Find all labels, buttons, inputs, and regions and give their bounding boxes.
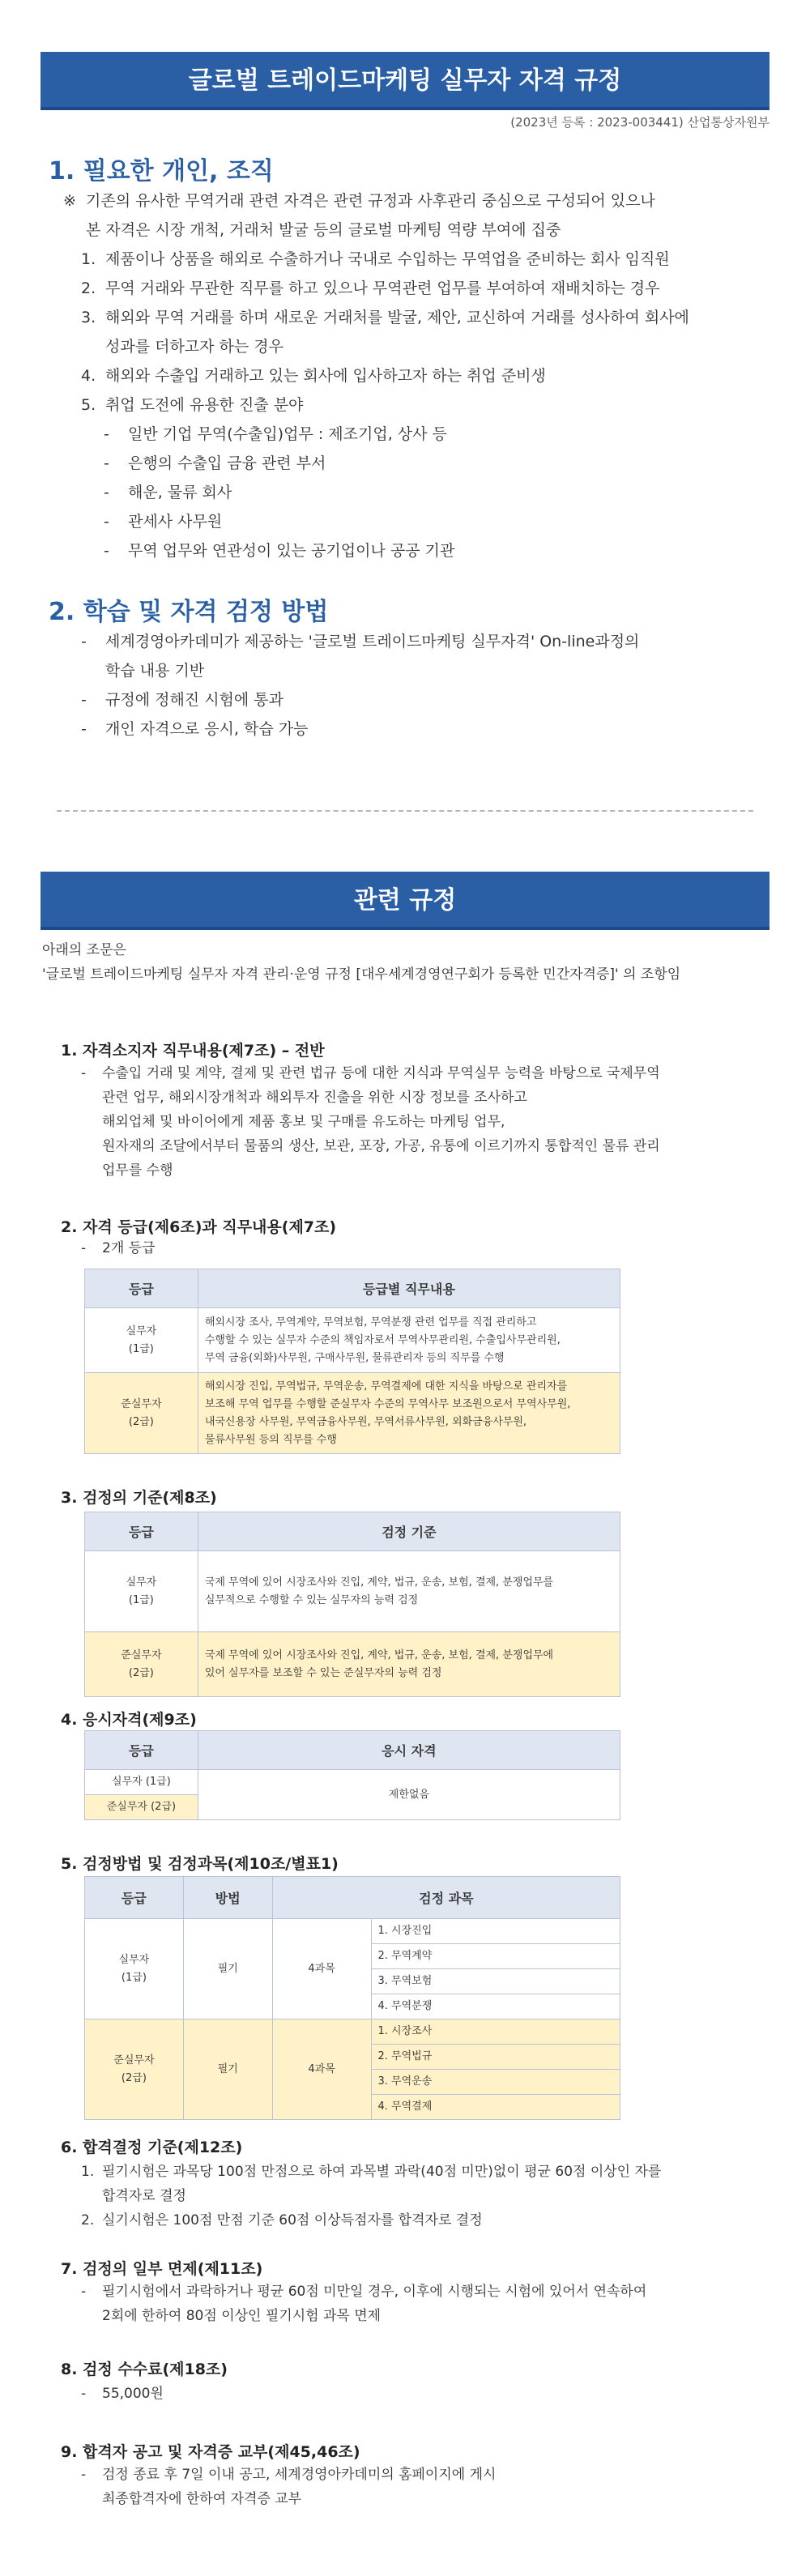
table-row [85, 2019, 620, 2045]
career-field-list [104, 420, 768, 565]
intro-line-2: 본 자격은 시장 개척, 거래처 발굴 등의 글로벌 마케팅 역량 부여에 집중 [86, 221, 561, 239]
table-header: 응시 자격 [198, 1731, 620, 1770]
list-item [81, 361, 778, 390]
article9-title: 9. 합격자 공고 및 자격증 교부(제45,46조) [61, 2443, 360, 2461]
article4-title: 4. 응시자격(제9조) [61, 1711, 197, 1729]
grade-cell: 준실무자 (2급) [85, 1632, 198, 1697]
list-item: 2. 실기시험은 100점 만점 기준 60점 이상득점자를 합격자로 결정 [81, 2212, 483, 2228]
list-item [81, 390, 778, 420]
subject-cell: 1. 시장진입 [371, 1919, 620, 1944]
subject-cell: 1. 시장조사 [371, 2019, 620, 2045]
list-item: - 세계경영아카데미가 제공하는 '글로벌 트레이드마케팅 실무자격' On-line과정의 학습 내용 기반 [81, 633, 640, 680]
article1-title: 1. 자격소지자 직무내용(제7조) – 전반 [61, 1042, 325, 1060]
table-row [85, 1632, 620, 1697]
article1-body: - 수출입 거래 및 계약, 결제 및 관련 법규 등에 대한 지식과 무역실무 능력을 바탕으로 국제무역 관련 업무, 해외시장개척과 해외투자 진출을 위한 시장 정보를 조사하고 해외업체 및 바이어에게 제품 홍보 및 구매를 유도하는 마케팅 업무, 원자재의 조달에서부터 물품의 생산, 보관, 포장, 가공, 유통에 이르기까지 통합적인 물류 관리 업무를 수행 [81, 1065, 660, 1179]
subject-cell: 4. 무역분쟁 [371, 1994, 620, 2019]
article2-title: 2. 자격 등급(제6조)과 직무내용(제7조) [61, 1218, 337, 1236]
grade-duty-table [84, 1269, 620, 1454]
section2-list [81, 627, 778, 744]
method-cell: 필기 [183, 2019, 272, 2120]
section1-list [81, 245, 778, 420]
related-intro: 아래의 조문은 '글로벌 트레이드마케팅 실무자 자격 관리·운영 규정 [대우세계경영연구회가 등록한 민간자격증]' 의 조항임 [42, 942, 681, 983]
item-number: 2. [81, 279, 96, 297]
article7-body: - 필기시험에서 과락하거나 평균 60점 미만일 경우, 이후에 시행되는 시험에 있어서 연속하여 2회에 한하여 80점 이상인 필기시험 과목 면제 [81, 2284, 647, 2324]
article7-title: 7. 검정의 일부 면제(제11조) [61, 2260, 263, 2278]
list-item: - 해운, 물류 회사 [104, 484, 232, 501]
eligibility-table [84, 1730, 620, 1820]
list-item [81, 303, 778, 361]
fee-value: 55,000원 [102, 2386, 164, 2402]
table-row [85, 1308, 620, 1373]
grade-cell: 실무자 (1급) [85, 1308, 198, 1373]
list-item: - 개인 자격으로 응시, 학습 가능 [81, 720, 309, 738]
item-number: 1. [81, 250, 96, 268]
grade-cell: 실무자 (1급) [85, 1919, 184, 2019]
criteria-cell: 국제 무역에 있어 시장조사와 진입, 계약, 법규, 운송, 보험, 결제, 분쟁업무를 실무적으로 수행할 수 있는 실무자의 능력 검정 [198, 1551, 620, 1632]
item-text: 취업 도전에 유용한 진출 분야 [105, 396, 304, 414]
subject-cell: 3. 무역운송 [371, 2070, 620, 2095]
section1-title: 1. 필요한 개인, 조직 [49, 157, 274, 186]
list-item: - 은행의 수출입 금융 관련 부서 [104, 454, 326, 472]
item-text: 제품이나 상품을 해외로 수출하거나 국내로 수입하는 무역업을 준비하는 회사 임직원 [105, 250, 670, 268]
criteria-cell: 국제 무역에 있어 시장조사와 진입, 계약, 법규, 운송, 보험, 결제, 분쟁업무에 있어 실무자를 보조할 수 있는 준실무자의 능력 검정 [198, 1632, 620, 1697]
table-header: 등급 [85, 1877, 184, 1919]
item-number: 4. [81, 367, 96, 385]
grade-cell: 준실무자 (2급) [85, 2019, 184, 2120]
list-item: - 관세사 사무원 [104, 513, 223, 531]
table-header: 등급별 직무내용 [198, 1269, 620, 1308]
registration-note: (2023년 등록 : 2023-003441) 산업통상자원부 [510, 115, 770, 130]
article8-title: 8. 검정 수수료(제18조) [61, 2361, 228, 2378]
item-number: 5. [81, 396, 96, 414]
list-item [81, 245, 778, 274]
grade-cell: 실무자 (1급) [85, 1770, 198, 1795]
grade-cell: 실무자 (1급) [85, 1551, 198, 1632]
duty-cell: 해외시장 진입, 무역법규, 무역운송, 무역결제에 대한 지식을 바탕으로 관리자를 보조해 무역 업무를 수행할 준실무자 수준의 무역사무 보조원으로서 무역사무원, 내국신용장 사무원, 무역금융사무원, 무역서류사무원, 외화금융사무원, 물류사무원 등의 직무를 수행 [198, 1373, 620, 1454]
article5-title: 5. 검정방법 및 검정과목(제10조/별표1) [61, 1855, 339, 1873]
item-text: 성과를 더하고자 하는 경우 [105, 338, 284, 356]
subject-cell: 2. 무역계약 [371, 1944, 620, 1969]
list-item [81, 274, 778, 303]
table-row [85, 1919, 620, 1944]
item-text: 무역 거래와 무관한 직무를 하고 있으나 무역관련 업무를 부여하여 재배치하는 경우 [105, 279, 660, 297]
table-header: 등급 [85, 1269, 198, 1308]
qualification-cell: 제한없음 [198, 1770, 620, 1820]
table-header: 검정 과목 [272, 1877, 620, 1919]
grade-cell: 준실무자 (2급) [85, 1373, 198, 1454]
list-item: 1. 필기시험은 과목당 100점 만점으로 하여 과목별 과락(40점 미만)없이 평균 60점 이상인 자를 합격자로 결정 [81, 2164, 662, 2204]
article6-title: 6. 합격결정 기준(제12조) [61, 2139, 243, 2156]
item-text: 해외와 무역 거래를 하며 새로운 거래처를 발굴, 제안, 교신하여 거래를 성사하여 회사에 [105, 309, 689, 326]
article6-body [81, 2160, 745, 2233]
duty-cell: 해외시장 조사, 무역계약, 무역보험, 무역분쟁 관련 업무를 직접 관리하고 수행할 수 있는 실무자 수준의 책임자로서 무역사무관리원, 수출입사무관리원, 무역 금융(외화)사무원, 구매사무원, 물류관리자 등의 직무를 수행 [198, 1308, 620, 1373]
related-banner: 관련 규정 [40, 872, 770, 930]
article3-title: 3. 검정의 기준(제8조) [61, 1489, 217, 1507]
dashed-divider [57, 810, 753, 812]
intro-line-1: 기존의 유사한 무역거래 관련 자격은 관련 규정과 사후관리 중심으로 구성되어 있으나 [86, 192, 655, 210]
section1-intro [63, 186, 776, 245]
item-number: 3. [81, 309, 96, 326]
list-item: - 무역 업무와 연관성이 있는 공기업이나 공공 기관 [104, 542, 455, 560]
exam-criteria-table [84, 1512, 620, 1697]
table-header: 등급 [85, 1731, 198, 1770]
main-title-banner: 글로벌 트레이드마케팅 실무자 자격 규정 [40, 52, 770, 110]
grade-cell: 준실무자 (2급) [85, 1795, 198, 1820]
subject-cell: 4. 무역결제 [371, 2095, 620, 2120]
note-mark: ※ [63, 192, 76, 210]
subject-cell: 2. 무역법규 [371, 2045, 620, 2070]
table-header: 방법 [183, 1877, 272, 1919]
table-row [85, 1770, 620, 1795]
count-cell: 4과목 [272, 2019, 371, 2120]
article2-sub: - 2개 등급 [81, 1240, 156, 1256]
subject-cell: 3. 무역보험 [371, 1969, 620, 1994]
list-item: - 일반 기업 무역(수출입)업무 : 제조기업, 상사 등 [104, 425, 447, 443]
table-row [85, 1373, 620, 1454]
article8-body: - 55,000원 [81, 2382, 745, 2406]
section2-title: 2. 학습 및 자격 검정 방법 [49, 598, 329, 626]
table-header: 등급 [85, 1512, 198, 1551]
article9-body: - 검정 종료 후 7일 이내 공고, 세계경영아카데미의 홈페이지에 게시 최종합격자에 한하여 자격증 교부 [81, 2467, 497, 2507]
table-row [85, 1551, 620, 1632]
list-item: - 규정에 정해진 시험에 통과 [81, 691, 284, 709]
table-header: 검정 기준 [198, 1512, 620, 1551]
exam-subjects-table [84, 1876, 620, 2120]
method-cell: 필기 [183, 1919, 272, 2019]
item-text: 해외와 수출입 거래하고 있는 회사에 입사하고자 하는 취업 준비생 [105, 367, 546, 385]
count-cell: 4과목 [272, 1919, 371, 2019]
